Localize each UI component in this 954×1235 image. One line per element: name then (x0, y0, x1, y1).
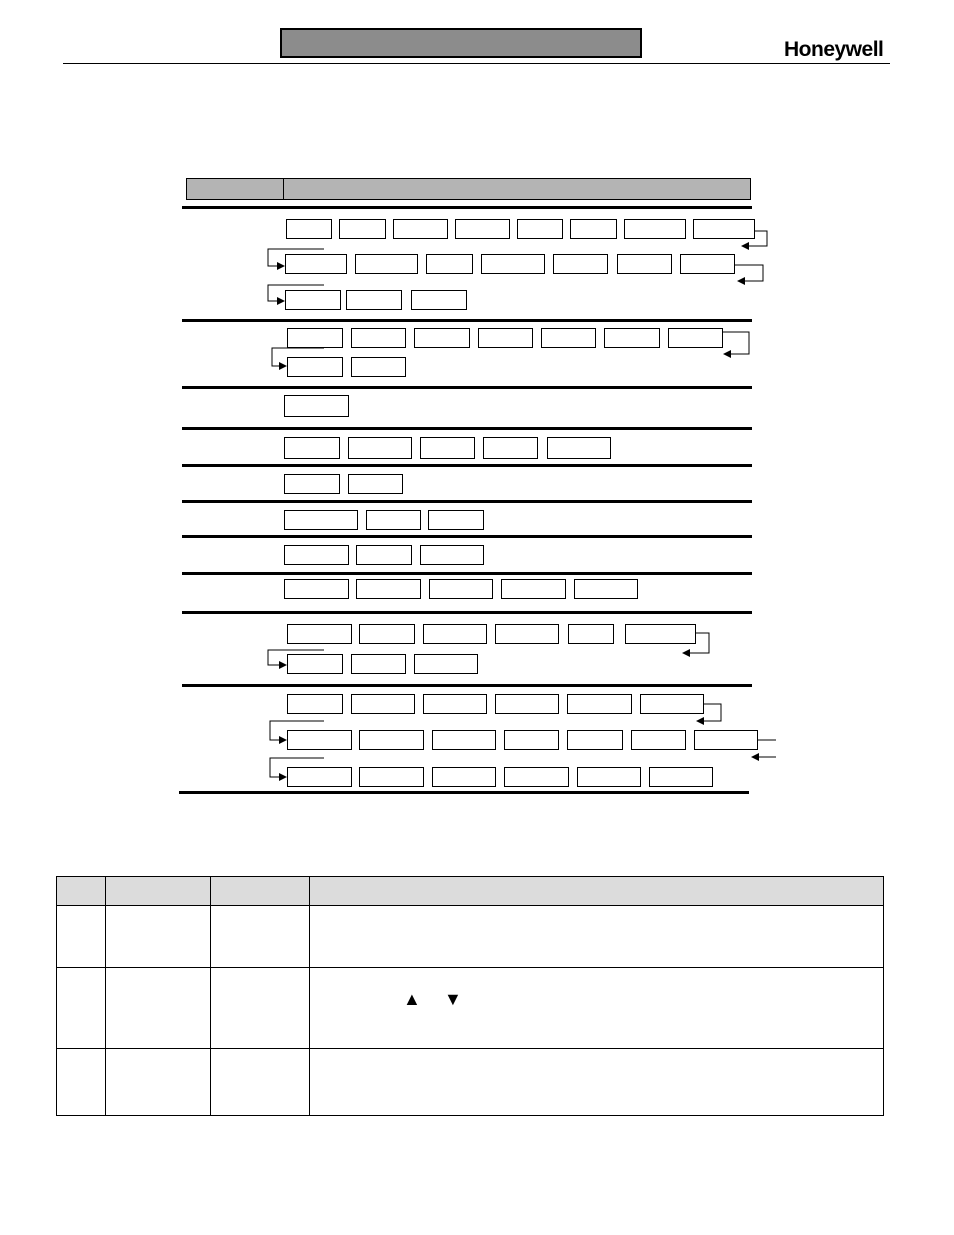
cell-no (57, 906, 106, 968)
cell-desc (310, 968, 884, 1049)
cell-no (57, 968, 106, 1049)
function-table-header (57, 877, 884, 906)
col-header-key (106, 877, 211, 906)
cell-name (211, 968, 310, 1049)
table-row (57, 906, 884, 968)
cell-key (106, 968, 211, 1049)
cell-key (106, 906, 211, 968)
cell-desc (310, 1049, 884, 1116)
down-arrow-icon: ▼ (444, 989, 462, 1009)
cell-key (106, 1049, 211, 1116)
up-arrow-icon: ▲ (403, 989, 421, 1009)
cell-name (211, 906, 310, 968)
honeywell-logo: Honeywell (784, 38, 884, 61)
function-table (56, 876, 884, 1116)
cell-desc (310, 906, 884, 968)
cell-name (211, 1049, 310, 1116)
col-header-no (57, 877, 106, 906)
table-row (57, 968, 884, 1049)
table-row (57, 1049, 884, 1116)
cell-no (57, 1049, 106, 1116)
col-header-desc (310, 877, 884, 906)
col-header-name (211, 877, 310, 906)
